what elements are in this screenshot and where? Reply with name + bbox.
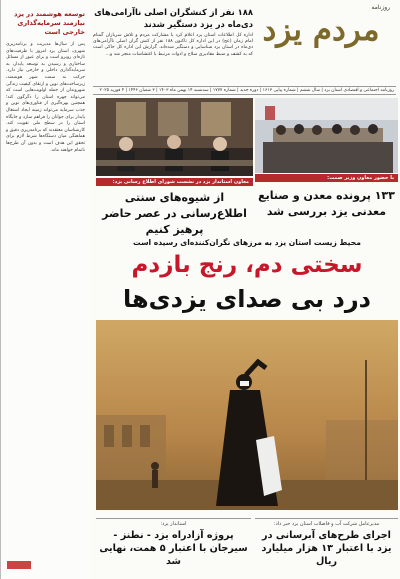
decorative-mark [7,561,31,569]
bottom-right-story [255,518,398,576]
bottom-right-headline: اجرای طرح‌های آبرسانی در یزد با اعتبار ۱۳ هزار میلیارد ریال [261,530,392,567]
left-story-caption: معاون استاندار یزد در نشست شورای اطلاع رسانی یزد: [96,178,253,186]
main-headline-black: درد بی صدای یزدی‌ها [123,285,371,313]
left-column-body: پس از سال‌ها مدیریت و برنامه‌ریزی شهری، استان یزد امروز با ظرفیت‌های تازه‌ای روبرو است و برای عبور از مسائل ساختاری و رسیدن به توسعه پایدار، به سرمایه‌گذاری داخلی و خارجی نیاز دارد. حرکت به سمت شهر هوشمند، زیرساخت‌های نوین و ارتقای کیفیت زندگی شهروندان از جمله اولویت‌هایی است که می‌تواند چهره استان را دگرگون کند؛ همچنین بهره‌گیری از فناوری‌های نوین و جذب سرمایه می‌تواند زمینه ایجاد اشتغال پایدار برای جوانان را فراهم سازد و جایگاه استان را در سطح ملی تقویت کند. کارشناسان معتقدند که برنامه‌ریزی دقیق و هماهنگی میان دستگاه‌ها شرط لازم برای تحقق این هدف است و بدون آن طرح‌ها ناتمام خواهند ماند. [6,42,85,153]
newspaper-logo: مردم یزد [262,12,380,48]
masthead [248,4,394,66]
right-story-caption: با حضور معاون وزیر صمت: [255,174,398,182]
dust-storm-photo-image [96,320,398,510]
left-story-headline: از شیوه‌های سنتی اطلاع‌رسانی در عصر حاضر پرهیز کنیم [102,191,247,236]
bottom-right-kicker: مدیرعامل شرکت آب و فاضلاب استان یزد خبر داد: [273,521,380,527]
main-story-kicker: محیط زیست استان یزد به مرزهای نگران‌کننده‌ای رسیده است [133,238,361,247]
bottom-left-kicker: استاندار یزد: [160,521,187,527]
dust-storm-photo [96,320,398,510]
lead-body: اداره کل اطلاعات استان یزد اعلام کرد با مشارکت مردم و تلاش سربازان گمنام امام زمان (عج) در این اداره کل تاکنون ۱۸۸ نفر از کنش گران اصلی ناآرامی‌های دی‌ماه در استان یزد شناسایی و دستگیر شده‌اند. گزارش این اداره کل حاکی است که به کشف و ضبط مقادیری سلاح و ادوات مرتبط با اغتشاشات منجر شد و... [93,33,253,57]
left-news-column [0,0,90,579]
meeting-photo-left-image [96,98,253,176]
bottom-left-story [96,518,251,576]
right-story-headline: ۱۳۳ پرونده معدن و صنایع معدنی یزد بررسی شد [258,189,395,218]
meeting-photo-right-image [255,98,398,173]
issue-info-strip: روزنامه اجتماعی و اقتصادی استان یزد | سال ششم | شماره پیاپی ۱۶۱۳ | دوره جدید | شماره ۱۷۷۷ | سه‌شنبه ۱۴ بهمن ماه ۱۴۰۳ | ۳ شعبان ۱۴۴۶ | ۴ فوریه ۲۰۲۵ [93,86,396,95]
left-column-headline: توسعه هوشمند در یزد نیازمند سرمایه‌گذاری خارجی است [14,10,85,36]
lead-headline: ۱۸۸ نفر از کنشگران اصلی ناآرامی‌های دی‌ماه در یزد دستگیر شدند [94,7,253,29]
bottom-left-headline: پروژه آزادراه یزد - نطنز - سیرجان با اعتبار ۵ همت، نهایی شد [99,530,248,567]
meeting-photo-right [255,98,398,173]
masthead-tag: روزنامه [371,4,390,11]
meeting-photo-left [96,98,253,176]
main-headline-red: سختی دم، رنج بازدم [131,252,363,278]
lead-story [93,6,253,58]
